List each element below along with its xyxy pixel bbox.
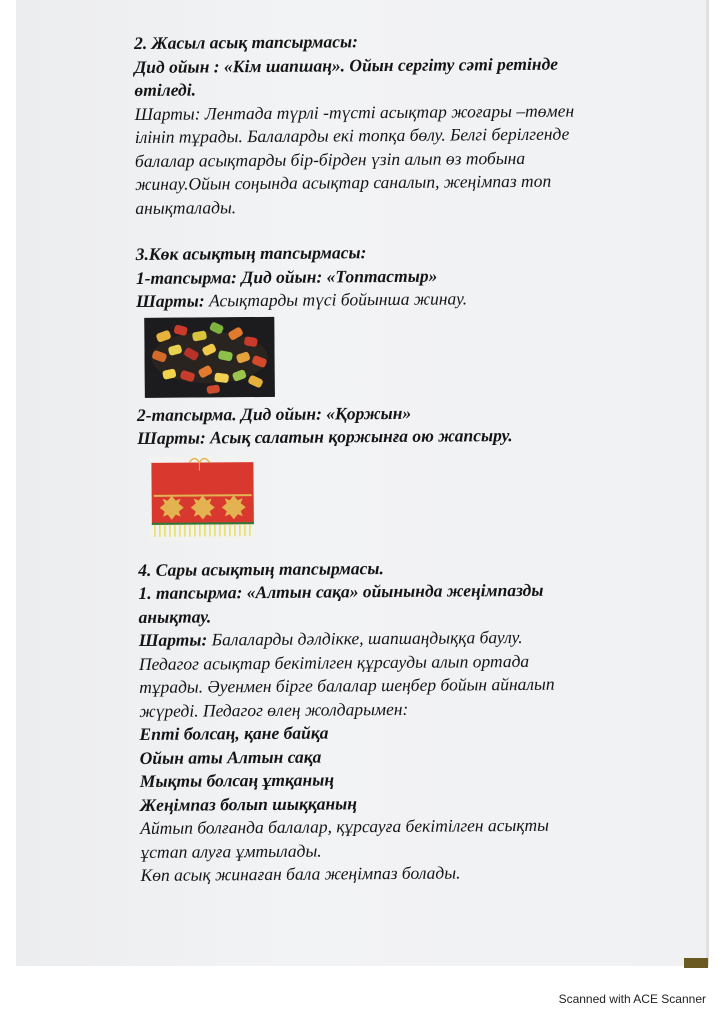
section3-task1-title: 1-тапсырма: Дид ойын: «Топтастыр»: [135, 265, 438, 288]
document-body: [134, 28, 681, 888]
section2-game-line2: өтіледі.: [134, 79, 197, 100]
section4-body-line: Педагог асықтар бекітілген құрсауды алып ортада: [138, 650, 530, 674]
section4-task1-line2: анықтау.: [138, 605, 212, 627]
section4-closing-line: ұстап алуға ұмтылады.: [140, 840, 322, 862]
section4-body-line: жүреді. Педагог өлең жолдарымен:: [139, 698, 409, 721]
korzhyn-bag-illustration: [149, 456, 256, 541]
condition-text: Балаларды дәлдікке, шапшаңдыққа баулу.: [207, 626, 523, 650]
condition-text: Асықтарды түсі бойынша жинау.: [204, 288, 468, 311]
section4-body-line: тұрады. Әуенмен бірге балалар шеңбер бойын айналып: [139, 673, 555, 697]
condition-label: Шарты:: [136, 290, 205, 311]
section3-task2-condition: Шарты: Асық салатын қоржынға ою жапсыру.: [137, 425, 513, 448]
condition-label: Шарты:: [138, 629, 208, 650]
poem-line: Ойын аты Алтын сақа: [139, 746, 322, 768]
poem-line: Жеңімпаз болып шыққаның: [139, 792, 358, 815]
section2-game-line1: Дид ойын : «Кім шапшаң». Ойын сергіту сәті ретінде: [134, 53, 559, 77]
korzhyn-bag-photo: [149, 456, 256, 541]
section2-rules-line: анықталады.: [135, 196, 237, 218]
section4-task1-line1: 1. тапсырма: «Алтын сақа» ойынында жеңімпазды: [138, 579, 544, 603]
section4-heading: 4. Сары асықтың тапсырмасы.: [138, 557, 384, 580]
colored-asyk-photo: [144, 316, 275, 397]
scanner-watermark: Scanned with ACE Scanner: [558, 992, 706, 1006]
section2-heading: 2. Жасыл асық тапсырмасы:: [134, 31, 359, 53]
section2-rules-line: ілініп тұрады. Балаларды екі топқа бөлу. Белгі берілгенде: [134, 123, 570, 147]
section4-closing-line: Көп асық жинаған бала жеңімпаз болады.: [140, 862, 461, 885]
section2-rules-line: Шарты: Лентада түрлі -түсті асықтар жоғары –төмен: [134, 100, 575, 124]
page-edge-mark: [684, 958, 708, 968]
scanned-page: [16, 0, 709, 966]
section3-heading: 3.Көк асықтың тапсырмасы:: [135, 242, 367, 264]
colored-asyk-illustration: [144, 316, 275, 397]
section2-rules-line: балалар асықтарды бір-бірден үзіп алып өз тобына: [134, 147, 526, 171]
poem-line: Епті болсаң, қане байқа: [139, 722, 329, 744]
section3-task1-condition: [136, 286, 676, 314]
poem-line: Мықты болсаң ұтқаның: [139, 769, 335, 791]
section4-closing-line: Айтып болғанда балалар, құрсауға бекітілген асықты: [140, 814, 550, 838]
section2-rules-line: жинау.Ойын соңында асықтар саналып, жеңімпаз топ: [135, 170, 552, 194]
section3-task2-title: 2-тапсырма. Дид ойын: «Қоржын»: [136, 402, 412, 425]
